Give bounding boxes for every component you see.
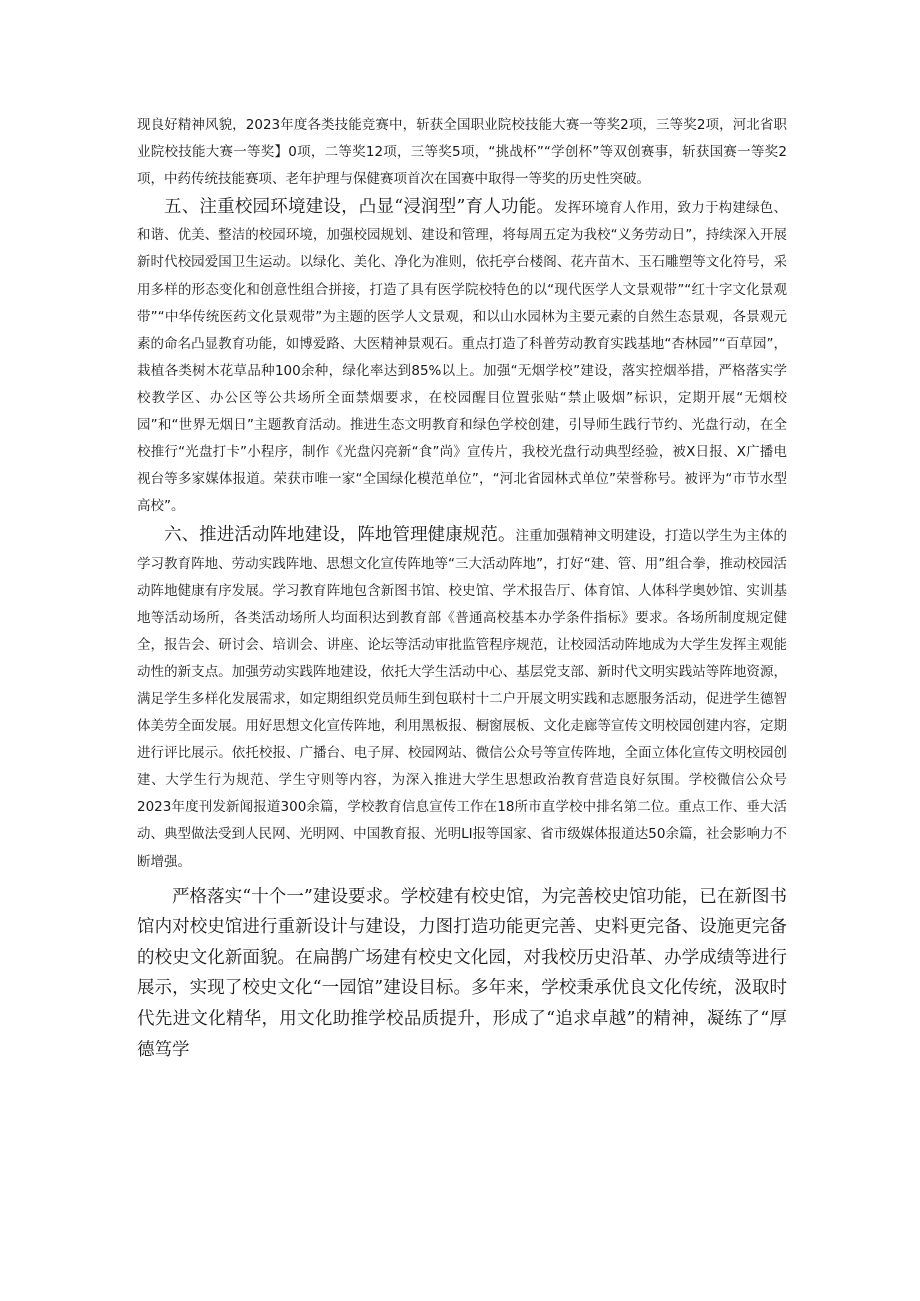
document-page bbox=[137, 112, 787, 1065]
paragraph-competition-results bbox=[137, 112, 787, 193]
paragraph-campus-environment bbox=[137, 194, 787, 520]
paragraph-body: 现良好精神风貌，2023年度各类技能竞赛中，斩获全国职业院校技能大赛一等奖2项，三等奖2项，河北省职业院校技能大赛一等奖】0项，二等奖12项，三等奖5项，“挑战杯”“学创杯”等双创赛事，斩获国赛一等奖2项，中药传统技能赛项、老年护理与保健赛项首次在国赛中取得一等奖的历史性突破。 bbox=[137, 117, 787, 188]
paragraph-school-history bbox=[137, 882, 787, 1066]
section-heading-environment: 五、注重校园环境建设，凸显“浸润型”育人功能。 bbox=[164, 197, 555, 218]
paragraph-activity-venues bbox=[137, 522, 787, 875]
paragraph-body: 注重加强精神文明建设，打造以学生为主体的学习教育阵地、劳动实践阵地、思想文化宣传阵地等“三大活动阵地”，打好“建、管、用”组合拳，推动校园活动阵地健康有序发展。学习教育阵地包含新图书馆、校史馆、学术报告厅、体育馆、人体科学奥妙馆、实训基地等活动场所，各类活动场所人均面积达到教育部《普通高校基本办学条件指标》要求。各场所制度规定健全，报告会、研讨会、培训会、讲座、论坛等活动审批监管程序规范，让校园活动阵地成为大学生发挥主观能动性的新支点。加强劳动实践阵地建设，依托大学生活动中心、基层党支部、新时代文明实践站等阵地资源，满足学生多样化发展需求，如定期组织党员师生到包联村十二户开展文明实践和志愿服务活动，促进学生德智体美劳全面发展。用好思想文化宣传阵地，利用黑板报、橱窗展板、文化走廊等宣传文明校园创建内容，定期进行评比展示。依托校报、广播台、电子屏、校园网站、微信公众号等宣传阵地，全面立体化宣传文明校园创建、大学生行为规范、学生守则等内容，为深入推进大学生思想政治教育营造良好氛围。学校微信公众号2023年度刊发新闻报道300余篇，学校教育信息宣传工作在18所市直学校中排名第二位。重点工作、垂大活动、典型做法受到人民网、光明网、中国教育报、光明LI报等国家、省市级媒体报道达50余篇，社会影响力不断增强。 bbox=[137, 528, 788, 870]
paragraph-body: 发挥环境育人作用，致力于构建绿色、和谐、优美、整洁的校园环境，加强校园规划、建设和管理，将每周五定为我校“义务劳动日”，持续深入开展新时代校园爱国卫生运动。以绿化、美化、净化为准则，依托亭台楼阁、花卉苗木、玉石雕塑等文化符号，采用多样的形态变化和创意性组合拼接，打造了具有医学院校特色的以“现代医学人文景观带”“红十字文化景观带”“中华传统医药文化景观带”为主题的医学人文景观，和以山水园林为主要元素的自然生态景观，各景观元素的命名凸显教育功能，如博爱路、大医精神景观石。重点打造了科普劳动教育实践基地“杏林园”“百草园”，栽植各类树木花草品种100余种，绿化率达到85%以上。加强“无烟学校”建设，落实控烟举措，严格落实学校教学区、办公区等公共场所全面禁烟要求，在校园醒目位置张贴“禁止吸烟”标识，定期开展“无烟校园”和“世界无烟日”主题教育活动。推进生态文明教育和绿色学校创建，引导师生践行节约、光盘行动，在全校推行“光盘打卡”小程序，制作《光盘闪亮新“食”尚》宣传片，我校光盘行动典型经验，被X日报、X广播电视台等多家媒体报道。荣获市唯一家“全国绿化模范单位”，“河北省园林式单位”荣誉称号。被评为“市节水型高校”。 bbox=[137, 200, 787, 515]
paragraph-body: 严格落实“十个一”建设要求。学校建有校史馆，为完善校史馆功能，已在新图书馆内对校史馆进行重新设计与建设，力图打造功能更完善、史料更完备、设施更完备的校史文化新面貌。在扁鹊广场建有校史文化园，对我校历史沿革、办学成绩等进行展示，实现了校史文化“一园馆”建设目标。多年来，学校秉承优良文化传统，汲取时代先进文化精华，用文化助推学校品质提升，形成了“追求卓越”的精神，凝练了“厚德笃学 bbox=[137, 886, 787, 1060]
section-heading-venues: 六、推进活动阵地建设，阵地管理健康规范。 bbox=[164, 525, 516, 546]
